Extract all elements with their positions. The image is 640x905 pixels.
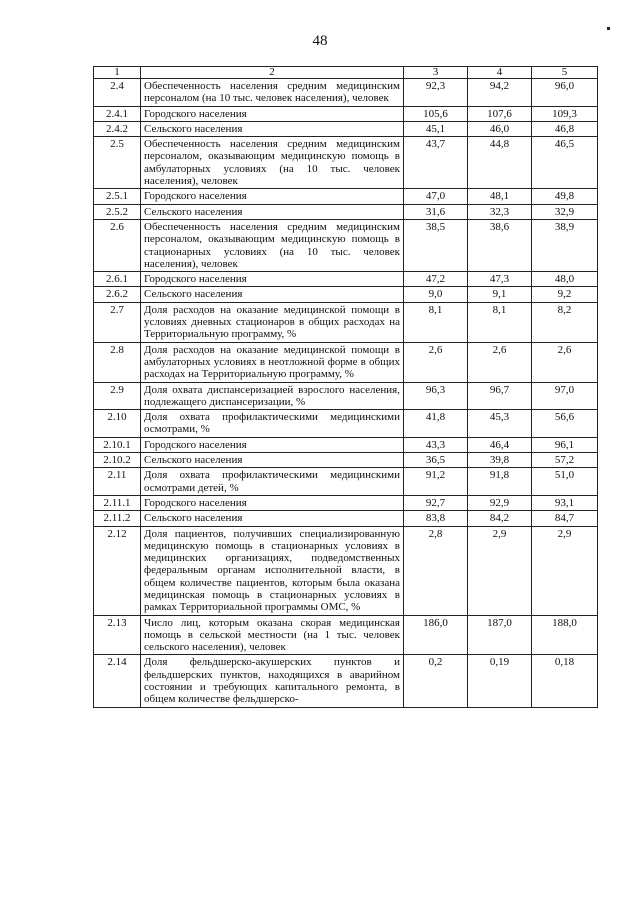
value-col4-cell: 92,9 — [468, 495, 532, 510]
table-row — [94, 287, 598, 302]
table-row — [94, 437, 598, 452]
row-description-cell: Доля расходов на оказание медицинской помощи в условиях дневных стационаров в общих расходах на Территориальную программу, % — [141, 302, 404, 342]
table-row — [94, 302, 598, 342]
value-col3-cell: 96,3 — [404, 382, 468, 410]
page-number: 48 — [312, 33, 328, 49]
value-col5-cell: 46,5 — [532, 137, 598, 189]
table-row — [94, 410, 598, 438]
value-col5-cell: 84,7 — [532, 511, 598, 526]
value-col3-cell: 31,6 — [404, 204, 468, 219]
value-col3-cell: 2,8 — [404, 526, 468, 615]
table-row — [94, 121, 598, 136]
row-description-cell: Городского населения — [141, 189, 404, 204]
value-col3-cell: 43,7 — [404, 137, 468, 189]
table-row — [94, 204, 598, 219]
table-row — [94, 382, 598, 410]
row-description-cell: Обеспеченность населения средним медицинским персоналом, оказывающим медицинскую помощь в стационарных условиях (на 10 тыс. человек населения), человек — [141, 219, 404, 271]
value-col5-cell: 2,6 — [532, 342, 598, 382]
value-col5-cell: 188,0 — [532, 615, 598, 655]
row-description-cell: Доля охвата профилактическими медицинскими осмотрами, % — [141, 410, 404, 438]
table-row — [94, 526, 598, 615]
header-cell: 5 — [532, 67, 598, 79]
row-number-cell: 2.6 — [94, 219, 141, 271]
table-row — [94, 342, 598, 382]
value-col4-cell: 8,1 — [468, 302, 532, 342]
value-col3-cell: 8,1 — [404, 302, 468, 342]
value-col5-cell: 51,0 — [532, 468, 598, 496]
indicators-table — [93, 66, 598, 708]
value-col4-cell: 46,0 — [468, 121, 532, 136]
row-number-cell: 2.6.1 — [94, 272, 141, 287]
value-col3-cell: 186,0 — [404, 615, 468, 655]
value-col4-cell: 39,8 — [468, 453, 532, 468]
row-description-cell: Сельского населения — [141, 511, 404, 526]
row-description-cell: Городского населения — [141, 495, 404, 510]
value-col4-cell: 2,6 — [468, 342, 532, 382]
header-row — [94, 67, 598, 79]
row-number-cell: 2.4.1 — [94, 106, 141, 121]
value-col5-cell: 46,8 — [532, 121, 598, 136]
table-row — [94, 468, 598, 496]
value-col4-cell: 94,2 — [468, 79, 532, 107]
table-row — [94, 511, 598, 526]
value-col3-cell: 92,3 — [404, 79, 468, 107]
value-col4-cell: 48,1 — [468, 189, 532, 204]
row-description-cell: Доля охвата диспансеризацией взрослого населения, подлежащего диспансеризации, % — [141, 382, 404, 410]
row-number-cell: 2.10.1 — [94, 437, 141, 452]
header-cell: 3 — [404, 67, 468, 79]
value-col3-cell: 36,5 — [404, 453, 468, 468]
header-cell: 4 — [468, 67, 532, 79]
value-col3-cell: 47,0 — [404, 189, 468, 204]
header-cell: 2 — [141, 67, 404, 79]
value-col4-cell: 107,6 — [468, 106, 532, 121]
value-col4-cell: 0,19 — [468, 655, 532, 707]
value-col3-cell: 92,7 — [404, 495, 468, 510]
row-description-cell: Сельского населения — [141, 453, 404, 468]
row-number-cell: 2.10 — [94, 410, 141, 438]
value-col5-cell: 9,2 — [532, 287, 598, 302]
table-row — [94, 495, 598, 510]
value-col4-cell: 84,2 — [468, 511, 532, 526]
value-col5-cell: 96,1 — [532, 437, 598, 452]
row-number-cell: 2.8 — [94, 342, 141, 382]
row-description-cell: Доля охвата профилактическими медицинскими осмотрами детей, % — [141, 468, 404, 496]
value-col5-cell: 8,2 — [532, 302, 598, 342]
value-col3-cell: 38,5 — [404, 219, 468, 271]
row-number-cell: 2.13 — [94, 615, 141, 655]
value-col4-cell: 9,1 — [468, 287, 532, 302]
value-col5-cell: 93,1 — [532, 495, 598, 510]
value-col4-cell: 45,3 — [468, 410, 532, 438]
row-number-cell: 2.7 — [94, 302, 141, 342]
row-description-cell: Сельского населения — [141, 204, 404, 219]
value-col5-cell: 57,2 — [532, 453, 598, 468]
row-description-cell: Доля пациентов, получивших специализированную медицинскую помощь в стационарных условиях в медицинских организациях, подведомственных федеральным органам исполнительной власти, в общем количестве пациентов, которым была оказана медицинская помощь в стационарных условиях в рамках Территориальной программы ОМС, % — [141, 526, 404, 615]
row-description-cell: Городского населения — [141, 437, 404, 452]
row-number-cell: 2.11.2 — [94, 511, 141, 526]
table-row — [94, 219, 598, 271]
table-row — [94, 79, 598, 107]
value-col4-cell: 47,3 — [468, 272, 532, 287]
table-row — [94, 655, 598, 707]
value-col3-cell: 105,6 — [404, 106, 468, 121]
row-number-cell: 2.9 — [94, 382, 141, 410]
value-col5-cell: 48,0 — [532, 272, 598, 287]
value-col3-cell: 41,8 — [404, 410, 468, 438]
value-col3-cell: 45,1 — [404, 121, 468, 136]
value-col5-cell: 96,0 — [532, 79, 598, 107]
row-description-cell: Сельского населения — [141, 287, 404, 302]
row-description-cell: Сельского населения — [141, 121, 404, 136]
value-col5-cell: 38,9 — [532, 219, 598, 271]
value-col3-cell: 83,8 — [404, 511, 468, 526]
value-col4-cell: 32,3 — [468, 204, 532, 219]
value-col5-cell: 0,18 — [532, 655, 598, 707]
value-col4-cell: 187,0 — [468, 615, 532, 655]
value-col5-cell: 109,3 — [532, 106, 598, 121]
row-description-cell: Обеспеченность населения средним медицинским персоналом, оказывающим медицинскую помощь в амбулаторных условиях (на 10 тыс. человек населения), человек — [141, 137, 404, 189]
row-description-cell: Число лиц, которым оказана скорая медицинская помощь в сельской местности (на 1 тыс. человек сельского населения), человек — [141, 615, 404, 655]
value-col3-cell: 9,0 — [404, 287, 468, 302]
header-cell: 1 — [94, 67, 141, 79]
value-col5-cell: 49,8 — [532, 189, 598, 204]
row-number-cell: 2.4 — [94, 79, 141, 107]
value-col5-cell: 32,9 — [532, 204, 598, 219]
value-col3-cell: 47,2 — [404, 272, 468, 287]
table-row — [94, 453, 598, 468]
value-col5-cell: 2,9 — [532, 526, 598, 615]
row-number-cell: 2.10.2 — [94, 453, 141, 468]
row-description-cell: Городского населения — [141, 272, 404, 287]
value-col4-cell: 44,8 — [468, 137, 532, 189]
value-col4-cell: 96,7 — [468, 382, 532, 410]
value-col4-cell: 2,9 — [468, 526, 532, 615]
row-number-cell: 2.11 — [94, 468, 141, 496]
value-col3-cell: 2,6 — [404, 342, 468, 382]
row-number-cell: 2.5.2 — [94, 204, 141, 219]
table-row — [94, 272, 598, 287]
table-row — [94, 615, 598, 655]
row-description-cell: Доля расходов на оказание медицинской помощи в амбулаторных условиях в неотложной форме в общих расходах на Территориальную программу, % — [141, 342, 404, 382]
scan-mark — [607, 27, 610, 30]
row-number-cell: 2.4.2 — [94, 121, 141, 136]
value-col3-cell: 0,2 — [404, 655, 468, 707]
table-row — [94, 106, 598, 121]
row-number-cell: 2.6.2 — [94, 287, 141, 302]
row-description-cell: Обеспеченность населения средним медицинским персоналом (на 10 тыс. человек населения), человек — [141, 79, 404, 107]
row-number-cell: 2.5 — [94, 137, 141, 189]
value-col4-cell: 38,6 — [468, 219, 532, 271]
table-row — [94, 137, 598, 189]
row-description-cell: Доля фельдшерско-акушерских пунктов и фельдшерских пунктов, находящихся в аварийном состоянии и требующих капитального ремонта, в общем количестве фельдшерско- — [141, 655, 404, 707]
value-col5-cell: 97,0 — [532, 382, 598, 410]
value-col3-cell: 43,3 — [404, 437, 468, 452]
row-number-cell: 2.11.1 — [94, 495, 141, 510]
row-number-cell: 2.5.1 — [94, 189, 141, 204]
table-row — [94, 189, 598, 204]
value-col4-cell: 46,4 — [468, 437, 532, 452]
row-number-cell: 2.12 — [94, 526, 141, 615]
row-description-cell: Городского населения — [141, 106, 404, 121]
value-col5-cell: 56,6 — [532, 410, 598, 438]
row-number-cell: 2.14 — [94, 655, 141, 707]
value-col3-cell: 91,2 — [404, 468, 468, 496]
value-col4-cell: 91,8 — [468, 468, 532, 496]
